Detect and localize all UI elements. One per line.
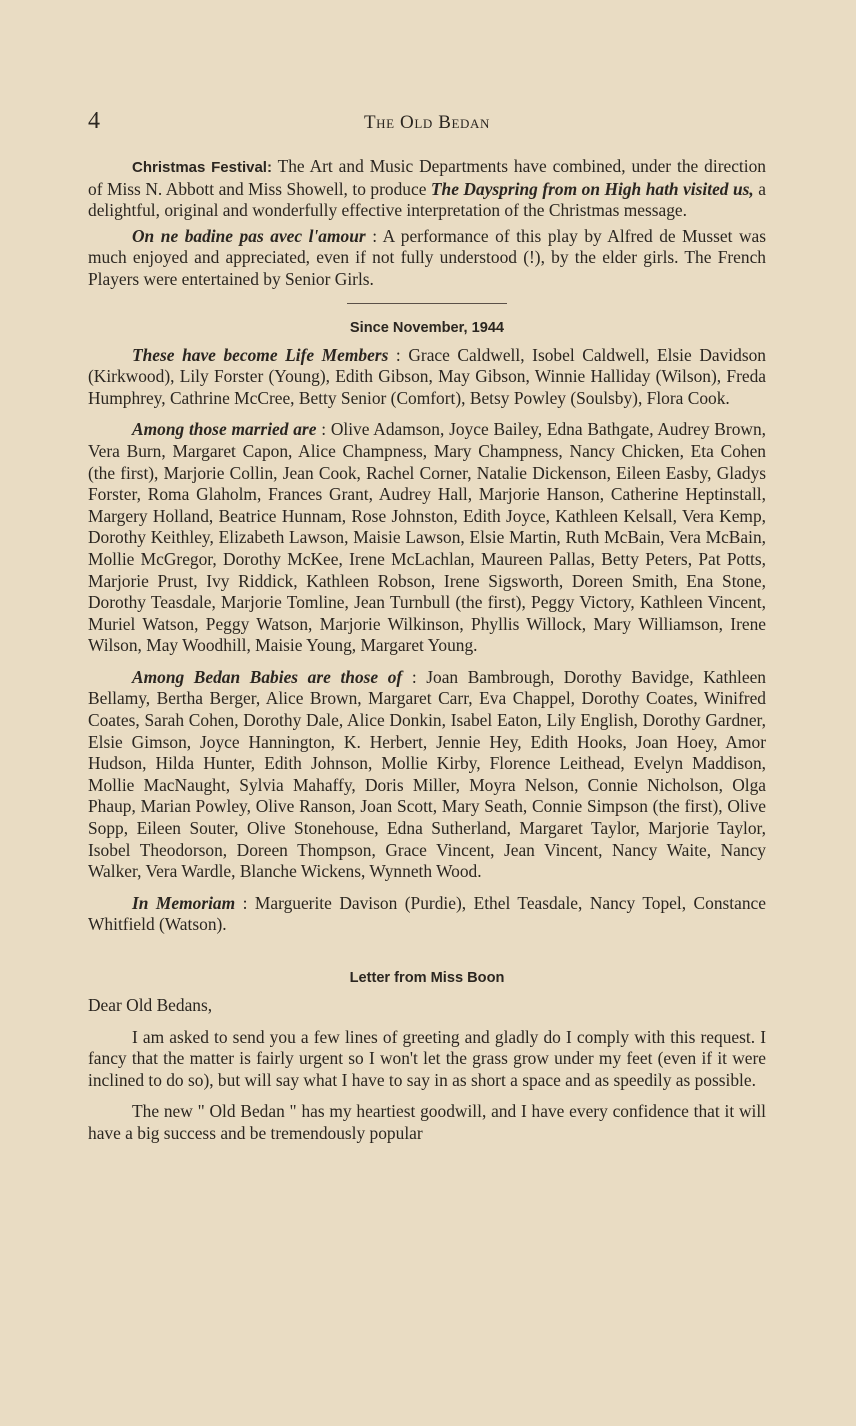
letter-heading: Letter from Miss Boon bbox=[349, 970, 505, 986]
life-members-label: These have become Life Members bbox=[132, 344, 389, 365]
married-text: : Olive Adamson, Joyce Bailey, Edna Bathgate, Audrey Brown, Vera Burn, Margaret Capon, Alice Champness, Mary Champness, Nancy Chicken, Eta Cohen (the first), Marjorie Collin, Jean Cook, Rachel Corner, Natalie Dickenson, Eileen Easby, Gladys Forster, Roma Glaholm, Frances Grant, Audrey Hall, Marjorie Hanson, Catherine Heptinstall, Margery Holland, Beatrice Hunnam, Rose Johnston, Edith Joyce, Kathleen Kelsall, Vera Kemp, Dorothy Keithley, Elizabeth Lawson, Maisie Lawson, Elsie Martin, Ruth McBain, Vera McBain, Mollie McGregor, Dorothy McKee, Irene McLachlan, Maureen Pallas, Betty Peters, Pat Potts, Marjorie Prust, Ivy Riddick, Kathleen Robson, Irene Sigsworth, Doreen Smith, Ena Stone, Dorothy Teasdale, Marjorie Tomline, Jean Turnbull (the first), Peggy Victory, Kathleen Vincent, Muriel Watson, Peggy Watson, Marjorie Wilkinson, Phyllis Willock, Mary Williamson, Irene Wilson, May Woodhill, Maisie Young, Margaret Young. bbox=[88, 419, 766, 656]
christmas-festival-paragraph bbox=[88, 156, 766, 222]
musset-paragraph bbox=[88, 226, 766, 291]
christmas-text-1: The Art and Music Departments have combined, under the direction of Miss N. Abbott and Miss Showell, to produce bbox=[88, 156, 766, 199]
letter-paragraph-1: I am asked to send you a few lines of greeting and gladly do I comply with this request. I fancy that the matter is fairly urgent so I won't let the grass grow under my feet (even if it were inclined to do so), but will say what I have to say in as short a space and as speedily as possible. bbox=[88, 1026, 766, 1090]
spacer bbox=[88, 936, 766, 970]
bedan-babies-paragraph bbox=[88, 667, 766, 883]
in-memoriam-label: In Memoriam bbox=[132, 892, 236, 913]
since-november-heading: Since November, 1944 bbox=[349, 319, 505, 336]
life-members-text: : Grace Caldwell, Isobel Caldwell, Elsie Davidson (Kirkwood), Lily Forster (Young), Edith Gibson, May Gibson, Winnie Halliday (Wilson), Freda Humphrey, Cathrine McCree, Betty Senior (Comfort), Betsy Powley (Soulsby), Flora Cook. bbox=[88, 344, 766, 408]
page-number: 4 bbox=[88, 108, 100, 134]
life-members-paragraph bbox=[88, 345, 766, 410]
letter-salutation: Dear Old Bedans, bbox=[88, 995, 213, 1015]
running-title: The Old Bedan bbox=[363, 112, 491, 133]
bedan-babies-label: Among Bedan Babies are those of bbox=[132, 666, 403, 687]
section-divider bbox=[347, 303, 507, 304]
married-label: Among those married are bbox=[132, 419, 317, 440]
page-body bbox=[88, 156, 766, 1145]
musset-play-title: On ne badine pas avec l'amour bbox=[132, 225, 366, 246]
in-memoriam-text: : Marguerite Davison (Purdie), Ethel Teasdale, Nancy Topel, Constance Whitfield (Watson). bbox=[88, 892, 766, 935]
musset-text: : A performance of this play by Alfred de Musset was much enjoyed and appreciated, even if not fully understood (!), by the elder girls. The French Players were entertained by Senior Girls. bbox=[88, 225, 766, 289]
christmas-festival-label: Christmas Festival: bbox=[132, 159, 272, 176]
page-header bbox=[88, 108, 766, 148]
bedan-babies-text: : Joan Bambrough, Dorothy Bavidge, Kathleen Bellamy, Bertha Berger, Alice Brown, Margaret Carr, Eva Chappel, Dorothy Coates, Winifred Coates, Sarah Cohen, Dorothy Dale, Alice Donkin, Isabel Eaton, Lily English, Dorothy Gardner, Elsie Gimson, Joyce Hannington, K. Herbert, Jennie Hey, Edith Hooks, Joan Hoey, Amor Hudson, Hilda Hunter, Edith Johnson, Mollie Kirby, Florence Leithead, Evelyn Maddison, Mollie MacNaught, Sylvia Mahaffy, Doris Miller, Moyra Nelson, Connie Nicholson, Olga Phaup, Marian Powley, Olive Ranson, Joan Scott, Mary Seath, Connie Simpson (the first), Olive Sopp, Eileen Souter, Olive Stonehouse, Edna Sutherland, Margaret Taylor, Marjorie Taylor, Isobel Theodorson, Doreen Thompson, Grace Vincent, Jean Vincent, Nancy Waite, Nancy Walker, Vera Wardle, Blanche Wickens, Wynneth Wood. bbox=[88, 666, 766, 882]
christmas-text-2: a delightful, original and wonderfully effective interpretation of the Christmas message. bbox=[88, 178, 767, 221]
in-memoriam-paragraph bbox=[88, 893, 766, 936]
letter-paragraph-2: The new " Old Bedan " has my heartiest goodwill, and I have every confidence that it will have a big success and be tremendously popular bbox=[88, 1101, 766, 1143]
married-paragraph bbox=[88, 419, 766, 657]
christmas-play-title: The Dayspring from on High hath visited us, bbox=[430, 178, 754, 199]
